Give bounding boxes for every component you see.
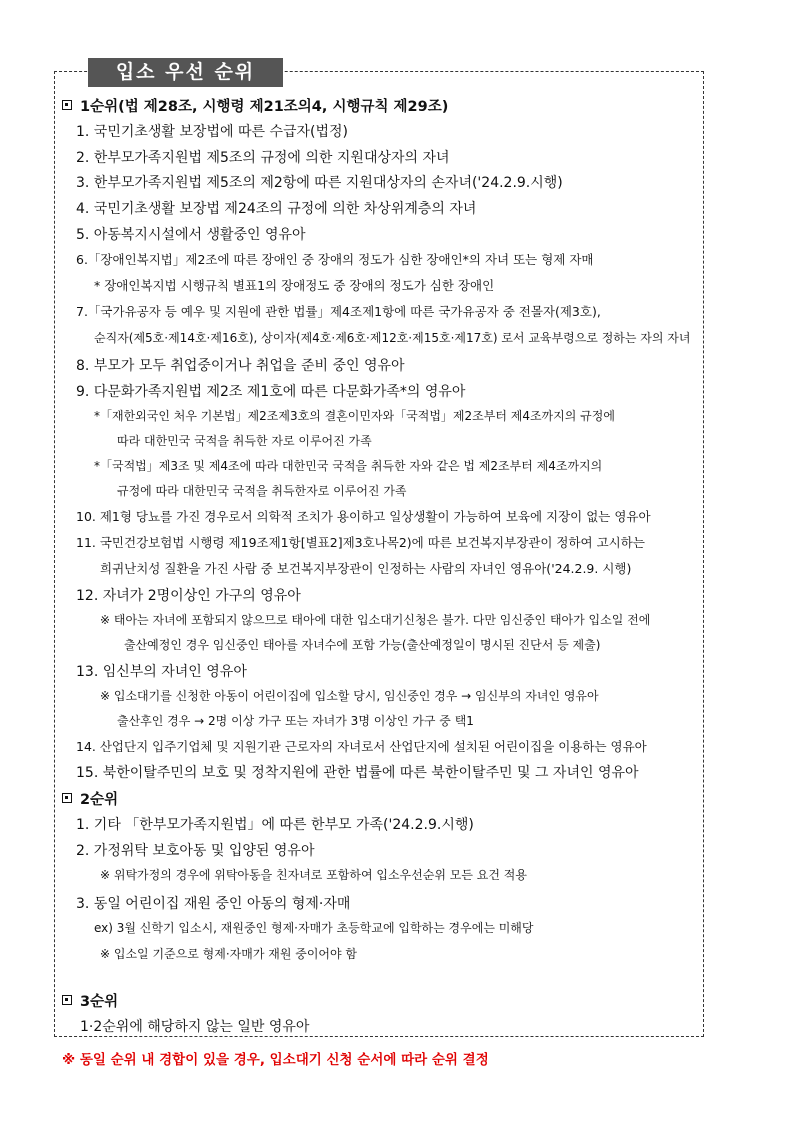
list-note: ※ 태아는 자녀에 포함되지 않으므로 태아에 대한 입소대기신청은 불가. 다만 임신중인 태아가 입소일 전에 <box>100 613 651 627</box>
list-note-continued: 따라 대한민국 국적을 취득한 자로 이루어진 가족 <box>117 434 372 448</box>
list-note: ※ 입소대기를 신청한 아동이 어린이집에 입소할 당시, 임신중인 경우 → 임신부의 자녀인 영유아 <box>100 689 599 703</box>
list-item-continued: 희귀난치성 질환을 가진 사람 중 보건복지부장관이 인정하는 사람의 자녀인 영유아('24.2.9. 시행) <box>100 561 632 576</box>
list-item: 5. 아동복지시설에서 생활중인 영유아 <box>76 227 306 243</box>
section-heading-rank3: 3순위 <box>62 990 118 1011</box>
list-item: 2. 가정위탁 보호아동 및 입양된 영유아 <box>76 843 315 859</box>
list-item: 13. 임신부의 자녀인 영유아 <box>76 664 247 680</box>
list-note-continued: 규정에 따라 대한민국 국적을 취득한자로 이루어진 가족 <box>117 484 407 498</box>
list-item: 12. 자녀가 2명이상인 가구의 영유아 <box>76 588 301 604</box>
page-title: 입소 우선 순위 <box>88 58 283 87</box>
list-item: 4. 국민기초생활 보장법 제24조의 규정에 의한 차상위계층의 자녀 <box>76 201 477 217</box>
list-item: 3. 동일 어린이집 재원 중인 아동의 형제·자매 <box>76 896 351 912</box>
list-item: 1. 기타 「한부모가족지원법」에 따른 한부모 가족('24.2.9.시행) <box>76 817 474 833</box>
list-item: 7.「국가유공자 등 예우 및 지원에 관한 법률」제4조제1항에 따른 국가유공자 중 전몰자(제3호), <box>76 304 601 319</box>
list-item: 8. 부모가 모두 취업중이거나 취업을 준비 중인 영유아 <box>76 358 405 374</box>
section-heading-rank1: 1순위(법 제28조, 시행령 제21조의4, 시행규칙 제29조) <box>62 95 448 116</box>
list-note-continued: 출산후인 경우 → 2명 이상 가구 또는 자녀가 3명 이상인 가구 중 택1 <box>117 714 474 728</box>
list-note: ※ 위탁가정의 경우에 위탁아동을 친자녀로 포함하여 입소우선순위 모든 요건 적용 <box>100 868 527 882</box>
section-heading-rank2: 2순위 <box>62 788 118 809</box>
list-item: 1. 국민기초생활 보장법에 따른 수급자(법정) <box>76 124 348 140</box>
list-note-continued: 출산예정인 경우 임신중인 태아를 자녀수에 포함 가능(출산예정일이 명시된 진단서 등 제출) <box>124 638 601 652</box>
list-note: ※ 입소일 기준으로 형제·자매가 재원 중이어야 함 <box>100 947 358 961</box>
list-item: 14. 산업단지 입주기업체 및 지원기관 근로자의 자녀로서 산업단지에 설치된 어린이집을 이용하는 영유아 <box>76 739 647 754</box>
list-note: * 장애인복지법 시행규칙 별표1의 장애정도 중 장애의 정도가 심한 장애인 <box>94 278 495 293</box>
list-item: 11. 국민건강보험법 시행령 제19조제1항[별표2]제3호나목2)에 따른 보건복지부장관이 정하여 고시하는 <box>76 535 645 550</box>
list-item: 10. 제1형 당뇨를 가진 경우로서 의학적 조치가 용이하고 일상생활이 가능하여 보육에 지장이 없는 영유아 <box>76 509 651 524</box>
list-note: *「국적법」제3조 및 제4조에 따라 대한민국 국적을 취득한 자와 같은 법 제2조부터 제4조까지의 <box>94 459 603 473</box>
footnote-warning: ※ 동일 순위 내 경합이 있을 경우, 입소대기 신청 순서에 따라 순위 결정 <box>62 1052 489 1068</box>
list-note: ex) 3월 신학기 입소시, 재원중인 형제·자매가 초등학교에 입학하는 경우에는 미해당 <box>94 921 534 935</box>
list-item: 15. 북한이탈주민의 보호 및 정착지원에 관한 법률에 따른 북한이탈주민 및 그 자녀인 영유아 <box>76 765 639 781</box>
list-item: 1·2순위에 해당하지 않는 일반 영유아 <box>80 1019 310 1035</box>
list-item: 3. 한부모가족지원법 제5조의 제2항에 따른 지원대상자의 손자녀('24.2.9.시행) <box>76 175 563 191</box>
list-note: *「재한외국인 처우 기본법」제2조제3호의 결혼이민자와「국적법」제2조부터 제4조까지의 규정에 <box>94 409 615 423</box>
list-item: 6.「장애인복지법」제2조에 따른 장애인 중 장애의 정도가 심한 장애인*의 자녀 또는 형제 자매 <box>76 252 594 267</box>
checkbox-square-icon <box>62 995 72 1005</box>
checkbox-square-icon <box>62 793 72 803</box>
list-item: 2. 한부모가족지원법 제5조의 규정에 의한 지원대상자의 자녀 <box>76 150 450 166</box>
checkbox-square-icon <box>62 100 72 110</box>
list-item: 9. 다문화가족지원법 제2조 제1호에 따른 다문화가족*의 영유아 <box>76 384 466 400</box>
list-item-continued: 순직자(제5호·제14호·제16호), 상이자(제4호·제6호·제12호·제15호·제17호) 로서 교육부령으로 정하는 자의 자녀 <box>94 331 691 345</box>
